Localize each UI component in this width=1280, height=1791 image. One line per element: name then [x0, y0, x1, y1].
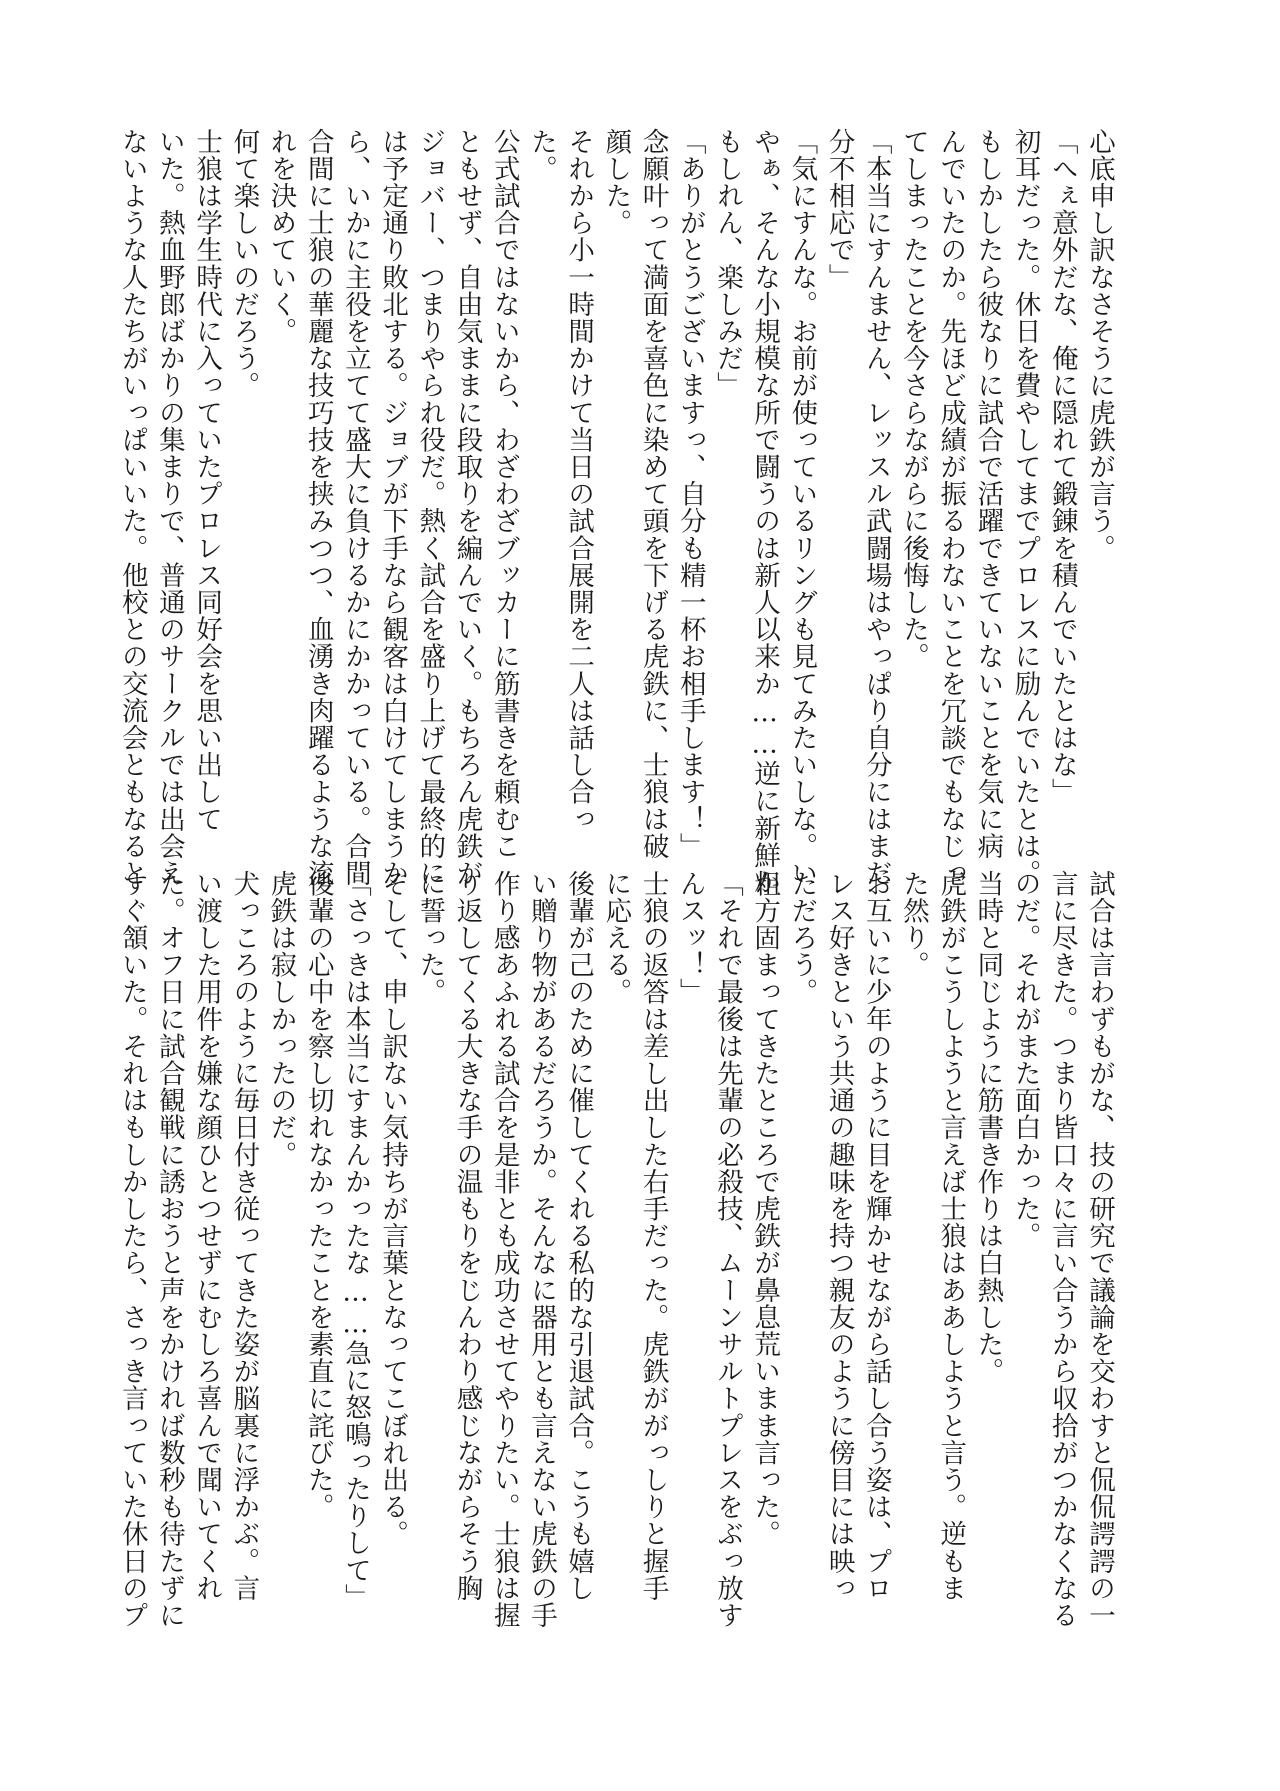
bottom-block-line: い贈り物があるだろうか。そんなに器用とも言えない虎鉄の手 [525, 870, 557, 1629]
bottom-block-line: に応える。 [600, 870, 632, 1006]
top-block-line: 「気にすんな。お前が使っているリングも見てみたいしな。い [786, 128, 818, 887]
top-block-line: それから小一時間かけて当日の試合展開を二人は話し合っ [563, 128, 595, 833]
top-block-line: た。 [525, 128, 557, 183]
bottom-block-line: すぐ頷いた。それはもしかしたら、さっき言っていた休日のプ [116, 870, 148, 1629]
bottom-block-line: そして、申し訳ない気持ちが言葉となってこぼれ出る。 [377, 870, 409, 1548]
bottom-block-line: ただろう。 [786, 870, 818, 1006]
bottom-block-line: のだ。それがまた面白かった。 [1009, 870, 1041, 1250]
top-block-line: は予定通り敗北する。ジョブが下手なら観客は白けてしまうか [377, 128, 409, 887]
text-block-top [116, 128, 1118, 896]
bottom-block-line: た。オフ日に試合観戦に誘おうと声をかければ数秒も待たずに [153, 870, 185, 1629]
bottom-block-line: 士狼の返答は差し出した右手だった。虎鉄ががっしりと握手 [637, 870, 669, 1602]
bottom-block-line: 「さっきは本当にすまんかったな……急に怒鳴ったりして」 [339, 870, 371, 1611]
top-block-line: 念願叶って満面を喜色に染めて頭を下げる虎鉄に、士狼は破 [637, 128, 669, 860]
top-block-line: やぁ、そんな小規模な所で闘うのは新人以来か……逆に新鮮か [749, 128, 781, 896]
top-block-line: 分不相応で」 [823, 128, 855, 291]
top-block-line: 「へぇ意外だな、俺に隠れて鍛錬を積んでいたとはな」 [1046, 128, 1078, 806]
bottom-block-line: んスッ！」 [674, 870, 706, 1006]
top-block-line: てしまったことを今さらながらに後悔した。 [897, 128, 929, 670]
bottom-block-line: 作り感あふれる試合を是非とも成功させてやりたい。士狼は握 [488, 870, 520, 1629]
top-block-line: 「本当にすんません、レッスル武闘場はやっぱり自分にはまだ [860, 128, 892, 887]
bottom-block-line: り返してくる大きな手の温もりをじんわり感じながらそう胸 [451, 870, 483, 1602]
top-block-line: れを決めていく。 [265, 128, 297, 345]
bottom-block-line: 虎鉄がこうしようと言えば士狼はああしようと言う。逆もま [935, 870, 967, 1602]
top-block-line: もしれん、楽しみだ」 [711, 128, 743, 399]
top-block-line: 公式試合ではないから、わざわざブッカーに筋書きを頼むこ [488, 128, 520, 860]
bottom-block-line: 試合は言わずもがな、技の研究で議論を交わすと侃侃諤諤の一 [1084, 870, 1115, 1629]
bottom-block-line: い渡した用件を嫌な顔ひとつせずにむしろ喜んで聞いてくれ [191, 870, 223, 1602]
bottom-block-line: 後輩が己のために催してくれる私的な引退試合。こうも嬉し [563, 870, 595, 1602]
bottom-block-line: 「それで最後は先輩の必殺技、ムーンサルトプレスをぶっ放す [711, 870, 743, 1629]
bottom-block-line: 後輩の心中を察し切れなかったことを素直に詫びた。 [302, 870, 334, 1521]
bottom-block-line: に誓った。 [414, 870, 446, 1006]
top-block-line: 心底申し訳なさそうに虎鉄が言う。 [1084, 128, 1115, 562]
top-block-line: ジョバー、つまりやられ役だ。熱く試合を盛り上げて最終的に [414, 128, 446, 887]
top-block-line: 何て楽しいのだろう。 [228, 128, 260, 399]
bottom-block-line: 犬っころのように毎日付き従ってきた姿が脳裏に浮かぶ。言 [228, 870, 260, 1602]
top-block-line: 合間に士狼の華麗な技巧技を挟みつつ、血湧き肉躍るような流 [302, 128, 334, 887]
top-block-line: もしかしたら彼なりに試合で活躍できていないことを気に病 [972, 128, 1004, 860]
bottom-block-line: 当時と同じように筋書き作りは白熱した。 [972, 870, 1004, 1385]
top-block-line: ないような人たちがいっぱいいた。他校との交流会ともなると [116, 128, 148, 887]
top-block-line: いた。熱血野郎ばかりの集まりで、普通のサークルでは出会え [153, 128, 185, 887]
top-block-line: 顔した。 [600, 128, 632, 237]
bottom-block-line: お互いに少年のように目を輝かせながら話し合う姿は、プロ [860, 870, 892, 1602]
bottom-block-line: た然り。 [897, 870, 929, 979]
top-block-line: 士狼は学生時代に入っていたプロレス同好会を思い出して [191, 128, 223, 833]
bottom-block-line: レス好きという共通の趣味を持つ親友のように傍目には映っ [823, 870, 855, 1602]
bottom-block-line: 虎鉄は寂しかったのだ。 [265, 870, 297, 1169]
top-block-line: 初耳だった。休日を費やしてまでプロレスに励んでいたとは。 [1009, 128, 1041, 887]
bottom-block-line: 言に尽きた。つまり皆口々に言い合うから収拾がつかなくなる [1046, 870, 1078, 1629]
top-block-line: ら、いかに主役を立てて盛大に負けるかにかかっている。合間 [339, 128, 371, 887]
top-block-line: んでいたのか。先ほど成績が振るわないことを冗談でもなじっ [935, 128, 967, 887]
top-block-line: ともせず、自由気ままに段取りを編んでいく。もちろん虎鉄が [451, 128, 483, 887]
top-block-line: 「ありがとうございますっ、自分も精一杯お相手します！」 [674, 128, 706, 860]
text-block-bottom [116, 870, 1118, 1629]
bottom-block-line: 粗方固まってきたところで虎鉄が鼻息荒いまま言った。 [749, 870, 781, 1548]
